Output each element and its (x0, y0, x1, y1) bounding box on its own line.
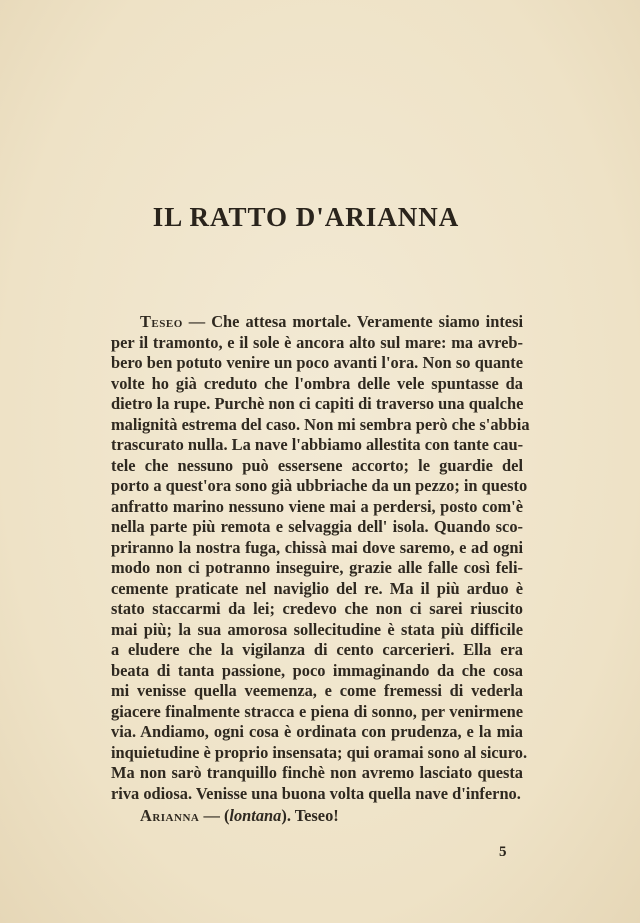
text-line: giacere finalmente stracca e piena di sonno, per venirmene (111, 701, 523, 721)
text-line: a eludere che la vigilanza di cento carcerieri. Ella era (111, 640, 523, 659)
text-line: volte ho già creduto che l'ombra delle vele spuntasse da (111, 373, 523, 393)
text-line: modo non ci potranno inseguire, grazie alle falle così feli- (111, 558, 523, 577)
line-text: Che attesa mortale. Veramente siamo intesi (211, 312, 524, 331)
text-line: inquietudine è proprio insensata; qui oramai sono al sicuro. (111, 742, 528, 762)
text-line: stato staccarmi da lei; credevo che non ci sarei riuscito (111, 599, 523, 618)
text-line: tele che nessuno può essersene accorto; le guardie del (111, 455, 523, 475)
text-line: cemente praticate nel naviglio del re. Ma il più arduo è (111, 578, 523, 598)
text-line: bero ben potuto venire un poco avanti l'ora. Non so quante (111, 353, 523, 372)
text-line: priranno la nostra fuga, chissà mai dove saremo, e ad ogni (111, 537, 523, 557)
dialogue-text (111, 312, 530, 827)
text-line: porto a quest'ora sono già ubbriache da un pezzo; in questo (111, 476, 528, 495)
dash: — (199, 806, 224, 825)
text-line: riva odiosa. Venisse una buona volta quella nave d'inferno. (111, 783, 521, 803)
stage-direction: lontana (229, 806, 282, 825)
chapter-title: IL RATTO D'ARIANNA (152, 202, 460, 232)
page-number: 5 (499, 844, 507, 860)
text-line: mi venisse quella veemenza, e come fremessi di vederla (111, 681, 523, 700)
speaker-name: Arianna (140, 806, 200, 825)
dash: — (182, 312, 212, 331)
text-line: anfratto marino nessuno viene mai a perdersi, posto com'è (111, 496, 523, 516)
text-line: Ma non sarò tranquillo finchè non avremo lasciato questa (111, 763, 523, 782)
text-line: beata di tanta passione, poco immaginando da che cosa (111, 660, 523, 680)
text-line: per il tramonto, e il sole è ancora alto sul mare: ma avreb- (111, 332, 523, 352)
text-line: via. Andiamo, ogni cosa è ordinata con prudenza, e la mia (111, 722, 523, 741)
text-line: trascurato nulla. La nave l'abbiamo allestita con tante cau- (111, 435, 524, 454)
text-line (111, 312, 523, 333)
text-line: malignità estrema del caso. Non mi sembra però che s'abbia (111, 414, 530, 434)
text-line: mai più; la sua amorosa sollecitudine è stata più difficile (111, 619, 523, 639)
text-line: Arianna — (lontana). Teseo! (140, 806, 339, 825)
line-text: . Teseo! (286, 806, 339, 825)
text-line: nella parte più remota e selvaggia dell' isola. Quando sco- (111, 517, 523, 536)
text-line: dietro la rupe. Purchè non ci capiti di traverso una qualche (111, 394, 524, 413)
speaker-name: Teseo (140, 312, 183, 331)
